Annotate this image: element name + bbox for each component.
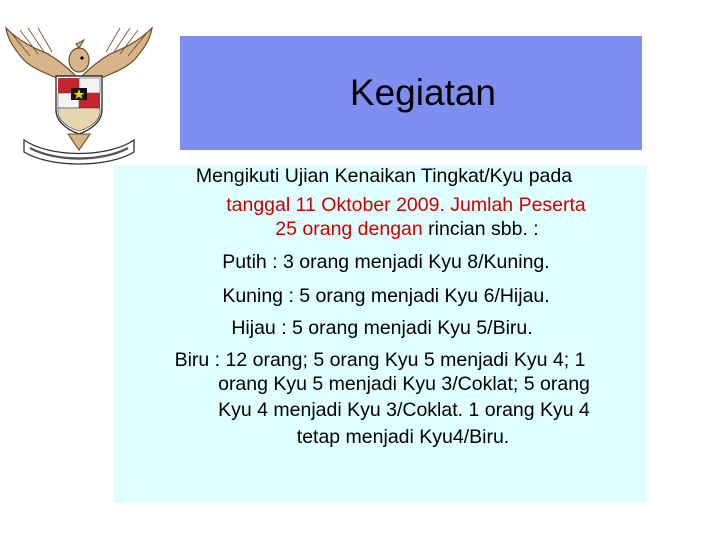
body-line (196, 165, 572, 188)
slide-title: Kegiatan (349, 72, 496, 113)
body-line (218, 373, 590, 396)
body-text-highlight: tanggal 11 Oktober 2009. Jumlah Peserta (226, 194, 586, 216)
body-line (218, 399, 590, 422)
body-text: Hijau : 5 orang menjadi Kyu 5/Biru. (231, 317, 533, 339)
body-text: Kyu 4 menjadi Kyu 3/Coklat. 1 orang Kyu 4 (218, 399, 590, 421)
body-line (222, 251, 549, 274)
body-text: Putih : 3 orang menjadi Kyu 8/Kuning. (222, 251, 550, 273)
body-text-highlight: 25 orang dengan (275, 218, 423, 240)
body-line (222, 285, 549, 308)
body-line (175, 349, 586, 372)
garuda-emblem (0, 18, 158, 168)
body-text: orang Kyu 5 menjadi Kyu 3/Coklat; 5 orang (218, 373, 590, 395)
body-text: Biru : 12 orang; 5 orang Kyu 5 menjadi Kyu 4; 1 (174, 349, 586, 371)
body-text: rincian sbb. : (422, 218, 539, 240)
body-text: tetap menjadi Kyu4/Biru. (296, 426, 510, 448)
body-line (226, 194, 586, 217)
body-line (231, 317, 532, 340)
body-line (275, 218, 538, 241)
body-line (297, 426, 509, 449)
title-box (180, 36, 642, 150)
body-text: Mengikuti Ujian Kenaikan Tingkat/Kyu pada (195, 165, 573, 187)
garuda-pancasila-emblem-icon (0, 18, 158, 168)
body-text: Kuning : 5 orang menjadi Kyu 6/Hijau. (222, 285, 550, 307)
